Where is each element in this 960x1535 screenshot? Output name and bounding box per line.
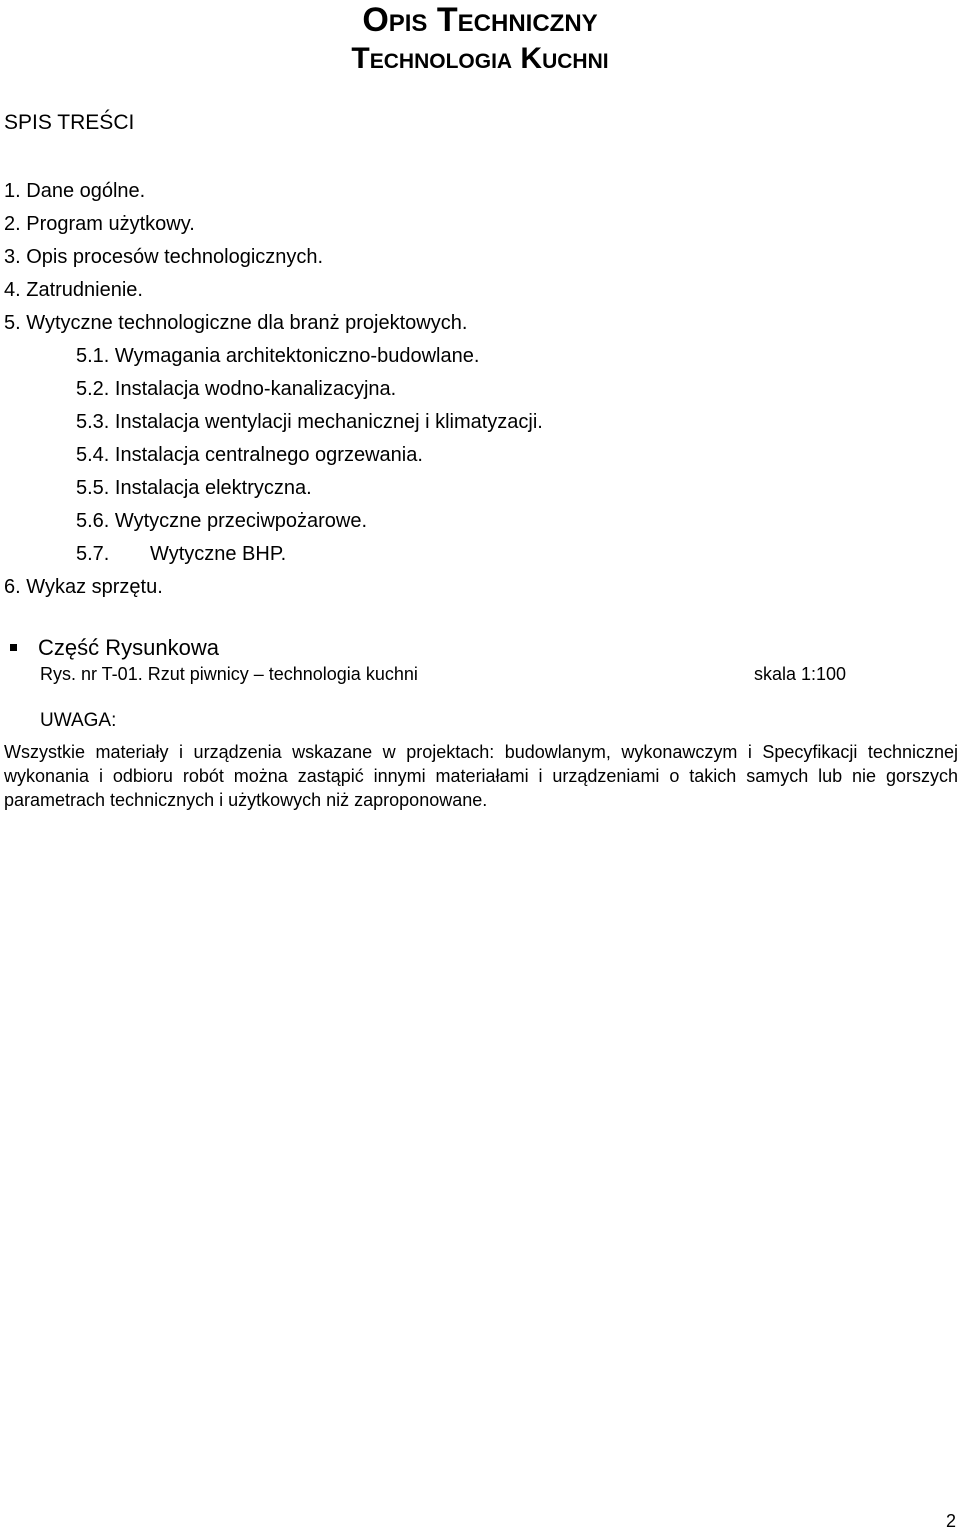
toc-item-label: Program użytkowy. bbox=[26, 213, 195, 235]
toc-item bbox=[0, 241, 543, 274]
toc-item-label: Wytyczne przeciwpożarowe. bbox=[114, 510, 368, 532]
toc-item-number: 5.1. bbox=[76, 345, 110, 367]
toc-item-label: Instalacja wodno-kanalizacyjna. bbox=[114, 378, 397, 400]
toc-item-number: 5. bbox=[4, 312, 21, 334]
toc-item bbox=[0, 175, 543, 208]
toc-item-label: Wymagania architektoniczno-budowlane. bbox=[114, 345, 480, 367]
drawing-label: Rys. nr T-01. Rzut piwnicy – technologia kuchni bbox=[40, 664, 418, 684]
toc-item bbox=[0, 208, 543, 241]
toc-item-label: Instalacja elektryczna. bbox=[114, 477, 312, 499]
toc-item-label: Wytyczne technologiczne dla branż projektowych. bbox=[26, 312, 468, 334]
drawings-section-heading bbox=[10, 634, 219, 662]
drawings-heading-label: Część Rysunkowa bbox=[38, 635, 219, 660]
toc-subitem bbox=[0, 439, 543, 472]
toc-subitem bbox=[0, 538, 543, 571]
toc-item-number: 5.5. bbox=[76, 477, 110, 499]
toc-item-number: 3. bbox=[4, 246, 21, 268]
table-of-contents bbox=[0, 175, 543, 604]
toc-item-label: Opis procesów technologicznych. bbox=[26, 246, 324, 268]
note-label: UWAGA: bbox=[40, 710, 117, 731]
toc-subitem bbox=[0, 472, 543, 505]
toc-item-number: 6. bbox=[4, 576, 21, 598]
toc-item-number: 5.2. bbox=[76, 378, 110, 400]
document-subtitle: Technologia Kuchni bbox=[351, 42, 609, 75]
toc-heading: SPIS TREŚCI bbox=[4, 111, 135, 134]
toc-subitem bbox=[0, 340, 543, 373]
toc-item-label: Wytyczne BHP. bbox=[150, 543, 287, 565]
toc-item bbox=[0, 571, 543, 604]
toc-item-number: 5.3. bbox=[76, 411, 110, 433]
toc-item-label: Dane ogólne. bbox=[26, 180, 146, 202]
toc-item-label: Instalacja centralnego ogrzewania. bbox=[114, 444, 423, 466]
toc-item-number: 5.6. bbox=[76, 510, 110, 532]
page-number: 2 bbox=[945, 1511, 956, 1531]
toc-item bbox=[0, 307, 543, 340]
document-title: Opis Techniczny bbox=[362, 1, 598, 39]
toc-item-label: Wykaz sprzętu. bbox=[26, 576, 163, 598]
toc-item-number: 5.4. bbox=[76, 444, 110, 466]
toc-subitem bbox=[0, 505, 543, 538]
toc-item-label: Zatrudnienie. bbox=[26, 279, 143, 301]
toc-item bbox=[0, 274, 543, 307]
drawing-list-item bbox=[40, 662, 870, 686]
toc-subitem bbox=[0, 373, 543, 406]
toc-item-number: 5.7. bbox=[76, 543, 110, 565]
square-bullet-icon bbox=[10, 644, 17, 651]
note-text: Wszystkie materiały i urządzenia wskazane w projektach: budowlanym, wykonawczym i Specyfikacji technicznej wykonania i odbioru robót można zastąpić innymi materiałami i urządzeniami o takich samych lub nie gorszych parametrach technicznych i użytkowych niż zaproponowane. bbox=[4, 742, 958, 810]
toc-subitem bbox=[0, 406, 543, 439]
toc-item-number: 2. bbox=[4, 213, 21, 235]
toc-item-label: Instalacja wentylacji mechanicznej i klimatyzacji. bbox=[114, 411, 543, 433]
drawing-scale: skala 1:100 bbox=[754, 664, 847, 684]
toc-item-number: 1. bbox=[4, 180, 21, 202]
toc-item-number: 4. bbox=[4, 279, 21, 301]
